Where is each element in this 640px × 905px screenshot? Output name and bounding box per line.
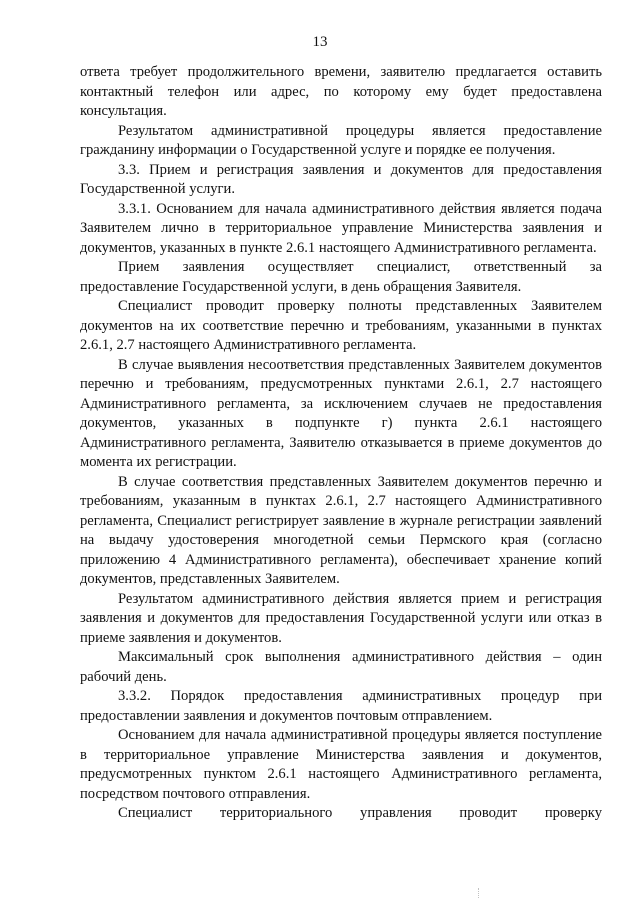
- paragraph-specialist-check: Специалист территориального управления проводит проверку: [118, 805, 602, 821]
- paragraph-continuation: ответа требует продолжительного времени, заявителю предлагается оставить контактный телефон или адрес, по которому ему будет предоставлена консультация.: [80, 64, 602, 119]
- paragraph-3-3-1: 3.3.1. Основанием для начала административного действия является подача Заявителем лично в территориальное управление Министерства заявления и документов, указанных в пункте 2.6.1 настоящего Административного регламента.: [80, 200, 602, 256]
- paragraph-3-3-2: 3.3.2. Порядок предоставления административных процедур при предоставлении заявления и документов почтовым отправлением.: [80, 688, 602, 724]
- paragraph-result-info: Результатом административной процедуры является предоставление гражданину информации о Государственной услуге и порядке ее получения.: [80, 122, 602, 158]
- paragraph-action-result: Результатом административного действия является прием и регистрация заявления и документов для предоставления Государственной услуги или отказ в приеме заявления и документов.: [80, 590, 602, 646]
- scan-artifact: [478, 888, 489, 898]
- page-number: 13: [312, 34, 328, 50]
- section-heading-3-3: 3.3. Прием и регистрация заявления и документов для предоставления Государственной услуги.: [80, 161, 602, 197]
- paragraph-postal-basis: Основанием для начала административной процедуры является поступление в территориальное управление Министерства заявления и документов, предусмотренных пунктом 2.6.1 настоящего Административного регламента, посредством почтового отправления.: [80, 727, 602, 802]
- paragraph-registration-case: В случае соответствия представленных Заявителем документов перечню и требованиям, указанным в пунктах 2.6.1, 2.7 настоящего Административного регламента, Специалист регистрирует заявление в журнале регистрации заявлений на выдачу удостоверения многодетной семьи Пермского края (согласно приложению 4 Административного регламента), обеспечивает хранение копий документов, представленных Заявителем.: [80, 473, 602, 587]
- document-body: [80, 63, 602, 824]
- paragraph-refusal-case: В случае выявления несоответствия представленных Заявителем документов перечню и требованиям, предусмотренных пунктами 2.6.1, 2.7 настоящего Административного регламента, за исключением случаев не предоставления документов, указанных в подпункте г) пункта 2.6.1 настоящего Административного регламента, Заявителю отказывается в приеме документов до момента их регистрации.: [80, 356, 602, 470]
- paragraph-max-term: Максимальный срок выполнения административного действия – один рабочий день.: [80, 649, 602, 685]
- paragraph-reception: Прием заявления осуществляет специалист, ответственный за предоставление Государственной услуги, в день обращения Заявителя.: [80, 259, 602, 295]
- paragraph-completeness-check: Специалист проводит проверку полноты представленных Заявителем документов на их соответствие перечню и требованиям, указанными в пунктах 2.6.1, 2.7 настоящего Административного регламента.: [80, 298, 602, 353]
